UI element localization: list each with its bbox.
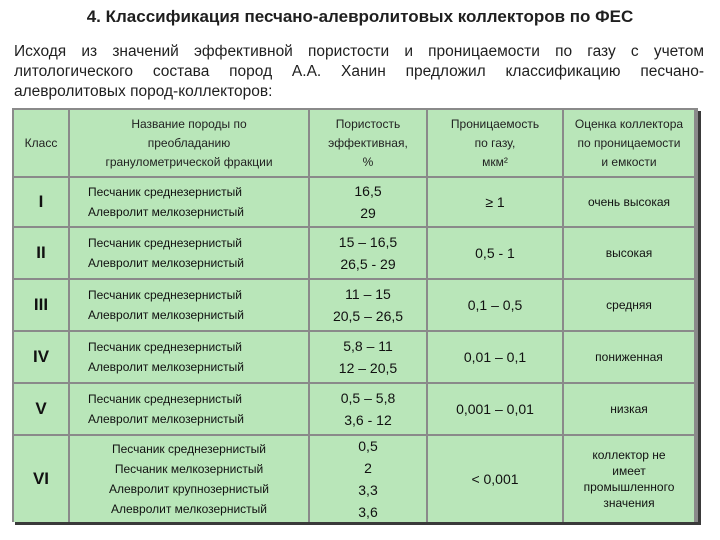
porosity-value: 0,5 – 5,8 bbox=[340, 390, 396, 406]
permeability-cell: 0,1 – 0,5 bbox=[428, 280, 562, 330]
rating-line: значения bbox=[603, 496, 655, 510]
rock-name-line: Алевролит мелкозернистый bbox=[111, 502, 267, 516]
rating-line: пониженная bbox=[595, 350, 663, 364]
class-cell: IV bbox=[14, 332, 68, 382]
intro-paragraph: Исходя из значений эффективной пористости и проницаемости по газу с учетом литологического состава пород А.А. Ханин предложил классификацию песчано-алевролитовых пород-коллекторов: bbox=[14, 43, 704, 100]
porosity-cell bbox=[310, 384, 426, 434]
porosity-value: 0,5 bbox=[358, 438, 378, 454]
rating-line: промышленного bbox=[583, 480, 675, 494]
class-cell: VI bbox=[14, 436, 68, 522]
porosity-value: 29 bbox=[360, 205, 376, 221]
header-class bbox=[14, 110, 68, 176]
rock-name-cell bbox=[70, 384, 308, 434]
class-cell: V bbox=[14, 384, 68, 434]
rock-name-line: Песчаник среднезернистый bbox=[88, 236, 242, 250]
rock-name-line: Алевролит мелкозернистый bbox=[88, 256, 244, 270]
rock-name-line: Алевролит мелкозернистый bbox=[88, 412, 244, 426]
porosity-cell bbox=[310, 178, 426, 226]
porosity-value: 2 bbox=[364, 460, 372, 476]
rock-name-cell bbox=[70, 178, 308, 226]
rating-cell bbox=[564, 280, 694, 330]
rock-name-cell bbox=[70, 332, 308, 382]
porosity-value: 26,5 - 29 bbox=[340, 256, 396, 272]
rock-name-cell bbox=[70, 228, 308, 278]
header-permeability-line: по газу, bbox=[474, 135, 516, 150]
porosity-cell bbox=[310, 332, 426, 382]
porosity-value: 12 – 20,5 bbox=[338, 360, 398, 376]
class-cell: I bbox=[14, 178, 68, 226]
porosity-cell bbox=[310, 436, 426, 522]
rating-line: низкая bbox=[610, 402, 648, 416]
porosity-value: 3,6 - 12 bbox=[344, 412, 392, 428]
permeability-cell: 0,5 - 1 bbox=[428, 228, 562, 278]
header-rock-name-line: преобладанию bbox=[147, 135, 231, 150]
header-porosity-line: % bbox=[362, 154, 374, 169]
rock-name-line: Песчаник среднезернистый bbox=[88, 185, 242, 199]
rating-line: высокая bbox=[605, 246, 653, 260]
header-permeability-line: Проницаемость bbox=[450, 116, 540, 131]
rock-name-line: Песчаник среднезернистый bbox=[112, 442, 266, 456]
porosity-value: 20,5 – 26,5 bbox=[332, 308, 404, 324]
rating-cell bbox=[564, 228, 694, 278]
header-rating bbox=[564, 110, 694, 176]
header-rating-line: Оценка коллектора bbox=[574, 116, 684, 131]
slide-title: 4. Классификация песчано-алевролитовых коллекторов по ФЕС bbox=[86, 7, 634, 26]
rating-line: средняя bbox=[606, 298, 652, 312]
header-rock-name bbox=[70, 110, 308, 176]
rock-name-line: Алевролит мелкозернистый bbox=[88, 360, 244, 374]
classification-table bbox=[12, 108, 698, 522]
header-permeability-line: мкм² bbox=[482, 154, 508, 169]
rating-line: очень высокая bbox=[587, 195, 671, 209]
class-cell: II bbox=[14, 228, 68, 278]
permeability-cell: ≥ 1 bbox=[428, 178, 562, 226]
header-rating-line: и емкости bbox=[601, 154, 657, 169]
rating-cell bbox=[564, 332, 694, 382]
rock-name-line: Песчаник среднезернистый bbox=[88, 392, 242, 406]
rating-line: коллектор не bbox=[592, 448, 666, 462]
rock-name-cell bbox=[70, 280, 308, 330]
rock-name-line: Алевролит крупнозернистый bbox=[109, 482, 269, 496]
rating-cell bbox=[564, 178, 694, 226]
porosity-value: 3,6 bbox=[358, 504, 378, 520]
header-porosity bbox=[310, 110, 426, 176]
rock-name-line: Песчаник мелкозернистый bbox=[114, 462, 264, 476]
porosity-value: 16,5 bbox=[354, 183, 382, 199]
permeability-cell: < 0,001 bbox=[428, 436, 562, 522]
rock-name-line: Алевролит мелкозернистый bbox=[88, 308, 244, 322]
header-permeability bbox=[428, 110, 562, 176]
header-rock-name-line: Название породы по bbox=[131, 116, 247, 131]
permeability-cell: 0,01 – 0,1 bbox=[428, 332, 562, 382]
header-porosity-line: эффективная, bbox=[328, 135, 408, 150]
header-rating-line: по проницаемости bbox=[577, 135, 681, 150]
rock-name-cell bbox=[70, 436, 308, 522]
rock-name-line: Песчаник среднезернистый bbox=[88, 340, 242, 354]
porosity-cell bbox=[310, 280, 426, 330]
porosity-value: 11 – 15 bbox=[345, 286, 391, 302]
porosity-value: 3,3 bbox=[358, 482, 378, 498]
header-rock-name-line: гранулометрической фракции bbox=[105, 154, 273, 169]
rating-cell bbox=[564, 436, 694, 522]
porosity-value: 5,8 – 11 bbox=[343, 338, 393, 354]
rating-line: имеет bbox=[612, 464, 646, 478]
header-class-label: Класс bbox=[24, 135, 58, 150]
header-porosity-line: Пористость bbox=[335, 116, 401, 131]
permeability-cell: 0,001 – 0,01 bbox=[428, 384, 562, 434]
class-cell: III bbox=[14, 280, 68, 330]
rock-name-line: Песчаник среднезернистый bbox=[88, 288, 242, 302]
porosity-cell bbox=[310, 228, 426, 278]
porosity-value: 15 – 16,5 bbox=[338, 234, 398, 250]
rating-cell bbox=[564, 384, 694, 434]
rock-name-line: Алевролит мелкозернистый bbox=[88, 205, 244, 219]
